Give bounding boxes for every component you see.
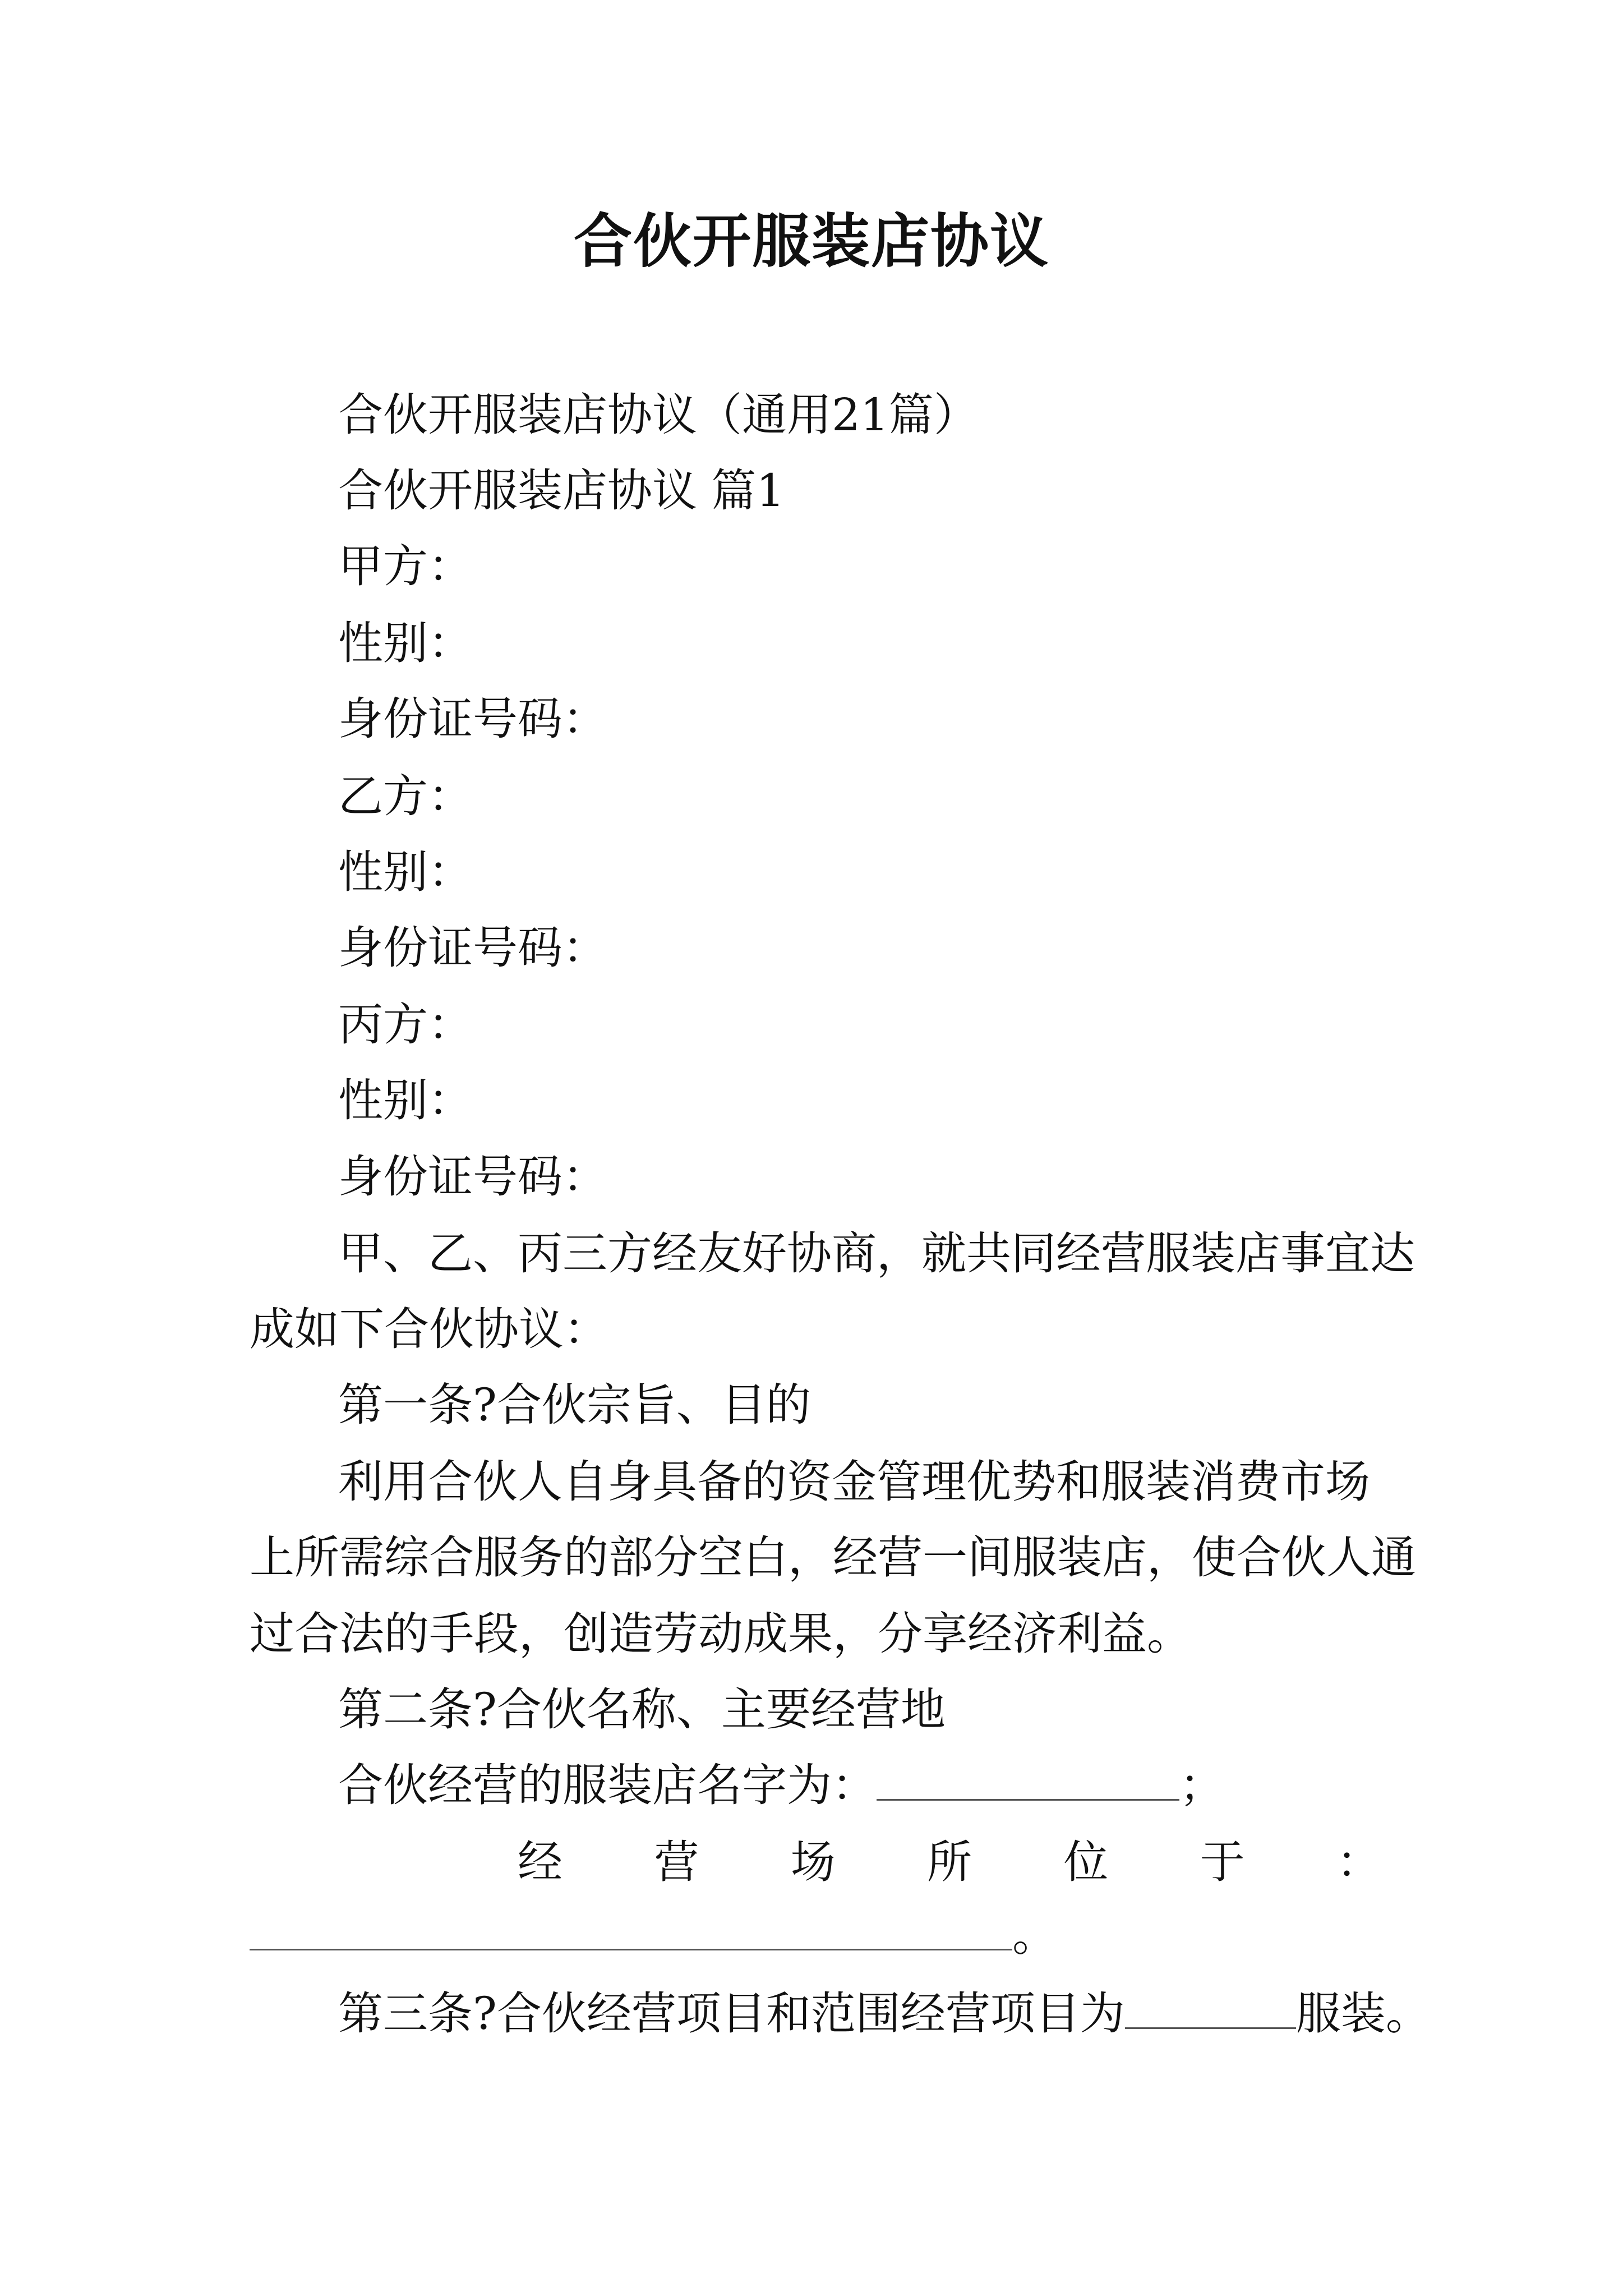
article1-paragraph-line: 利用合伙人自身具备的资金管理优势和服装消费市场	[338, 1456, 1370, 1508]
location-char: 场	[790, 1836, 836, 1888]
location-value-line	[250, 1907, 1057, 1963]
article1-paragraph-line: 上所需综合服务的部分空白，经营一间服装店，使合伙人通	[250, 1531, 1416, 1584]
party-a-gender-label: 性别：	[338, 617, 473, 669]
preamble-line: 成如下合伙协议：	[250, 1303, 608, 1355]
location-char: 经	[518, 1836, 562, 1888]
party-b-gender-label: 性别：	[338, 846, 473, 898]
article3-label: 第三条?合伙经营项目和范围经营项目为	[338, 1987, 1125, 2040]
article3-item-blank	[1125, 1988, 1296, 2029]
party-b-id-label: 身份证号码：	[338, 922, 607, 974]
party-a-id-label: 身份证号码：	[338, 693, 607, 745]
store-name-label: 合伙经营的服装店名字为：	[338, 1759, 877, 1811]
location-char: ：	[1336, 1836, 1381, 1888]
preamble-line: 甲、乙、丙三方经友好协商，就共同经营服装店事宜达	[338, 1227, 1415, 1280]
article1-heading: 第一条?合伙宗旨、目的	[338, 1379, 811, 1431]
store-name-blank	[877, 1760, 1179, 1801]
location-char: 营	[654, 1836, 699, 1888]
store-name-end: ；	[1179, 1759, 1224, 1811]
party-a-label: 甲方：	[338, 540, 473, 592]
article1-paragraph-line: 过合法的手段，创造劳动成果，分享经济利益。	[250, 1608, 1192, 1660]
document-subtitle: 合伙开服装店协议（通用21篇）	[338, 389, 979, 441]
party-b-label: 乙方：	[338, 770, 473, 822]
location-char: 于	[1200, 1836, 1245, 1888]
location-end: 。	[1012, 1909, 1057, 1961]
location-char: 所	[926, 1836, 972, 1888]
party-c-id-label: 身份证号码：	[338, 1151, 607, 1203]
location-char: 位	[1063, 1836, 1109, 1888]
article3-line	[338, 1986, 1431, 2042]
article2-heading: 第二条?合伙名称、主要经营地	[338, 1683, 946, 1736]
location-line	[338, 1834, 1381, 1890]
party-c-gender-label: 性别：	[338, 1074, 473, 1126]
article3-end: 服装。	[1295, 1987, 1431, 2040]
section-heading: 合伙开服装店协议 篇1	[338, 464, 785, 517]
party-c-label: 丙方：	[338, 999, 473, 1051]
location-blank	[250, 1910, 1012, 1950]
store-name-line	[338, 1757, 1224, 1814]
document-title: 合伙开服装店协议	[573, 206, 1049, 275]
